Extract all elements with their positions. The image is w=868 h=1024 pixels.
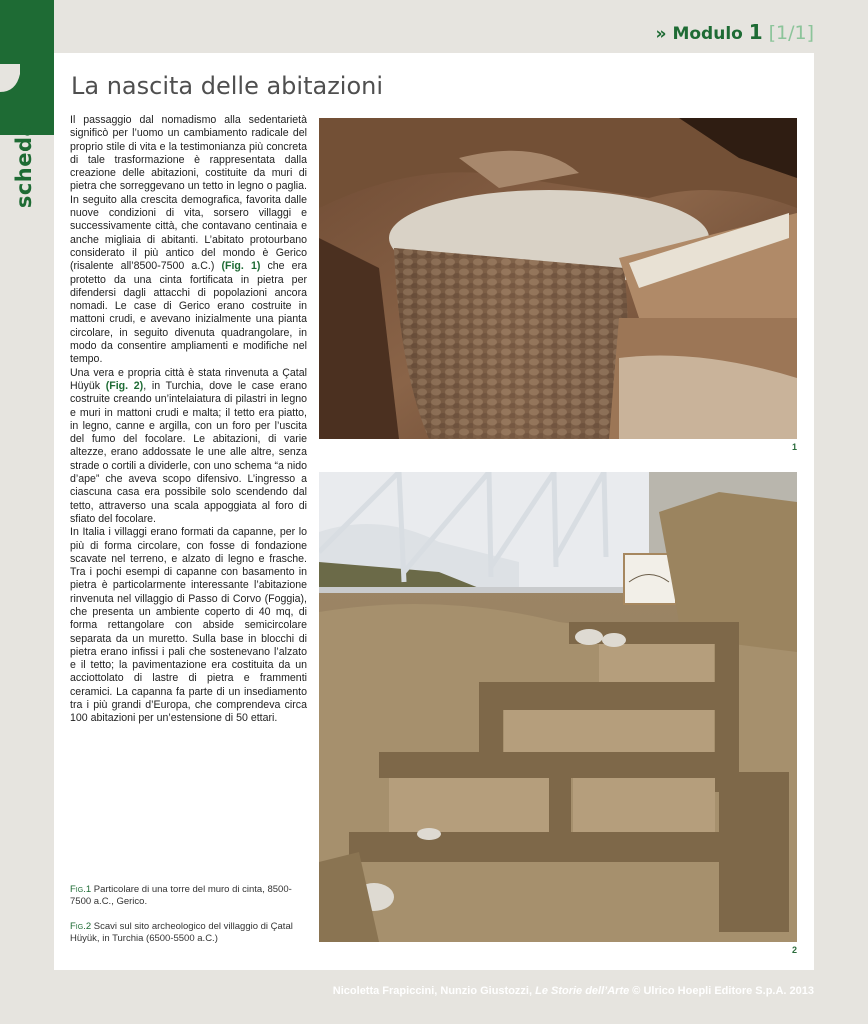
module-indicator <box>656 20 814 44</box>
fig-1-reference[interactable]: (Fig. 1) <box>221 260 261 273</box>
paragraph-2: Una vera e propria città è stata rinvenuta a Çatal Hüyük (Fig. 2), in Turchia, dove le case erano costruite creando un’intelaiatura di pilastri in legno e muri in mattoni crudi e malta; il tetto era piatto, in legno, canne e argilla, con un foro per l’uscita del fumo del focolare. Le abitazioni, di varie altezze, erano addossate le une alle altre, senza strade o cortili a dividerle, con uno schema “a nido d’ape” che aveva scopo difensivo. L’ingresso a ciascuna casa era possibile solo scendendo dal tetto, attraverso una scala appoggiata al foro di sfiato del focolare. <box>70 366 307 525</box>
article-body <box>70 114 307 726</box>
paragraph-1: Il passaggio dal nomadismo alla sedentarietà significò per l’uomo un cambiamento radicale del proprio stile di vita e la testimonianza più concreta di tale trasformazione è rappresentata dalla creazione delle abitazioni, costituite da muri di pietra che sorreggevano un tetto in legno o paglia. In seguito alla crescita demografica, favorita dalle nuove condizioni di vita, sorsero villaggi e successivamente città, che contavano centinaia e anche migliaia di abitanti. L’abitato protourbano considerato il più antico del mondo è Gerico (risalente all’8500-7500 a.C.) (Fig. 1) che era protetto da una cinta fortificata in pietra per difendersi dagli attacchi di popolazioni ancora nomadi. Le case di Gerico erano costruite in mattoni crudi, e avevano inizialmente una pianta circolare, in seguito divenuta quadrangolare, in modo da consentire ampliamenti e modifiche nel tempo. <box>70 114 307 366</box>
module-prefix: » <box>655 24 667 44</box>
paragraph-3: In Italia i villaggi erano formati da capanne, per lo più di forma circolare, con fosse di fondazione scavate nel terreno, e alzato di legno e frasche. Tra i pochi esempi di capanne con basamento in pietra è particolarmente interessante l’abitazione rinvenuta nel villaggio di Passo di Corvo (Foggia), che presenta un ambiente coperto di 40 mq, di forma rettangolare con abside semicircolare separata da un muretto. Sulla base in blocchi di pietra erano infissi i pali che sostenevano l’alzato e il tetto; la pavimentazione era costituita da un acciottolato di lastre di pietra e frammenti ceramici. La capanna fa parte di un insediamento tra i più grandi d’Europa, che comprendeva circa 100 abitazioni per un’estensione di 50 ettari. <box>70 526 307 725</box>
caption-fig-2: Fig.2 Scavi sul sito archeologico del villaggio di Çatal Hüyük, in Turchia (6500-5500 a.C.) <box>70 921 293 944</box>
fig-1-number: 1 <box>792 442 798 452</box>
footer-credits: Nicoletta Frapiccini, Nunzio Giustozzi, Le Storie dell’Arte © Ulrico Hoepli Editore S.p.A. 2013 <box>332 985 814 997</box>
caption-fig-1: Fig.1 Particolare di una torre del muro di cinta, 8500-7500 a.C., Gerico. <box>70 884 292 907</box>
module-label: Modulo <box>672 24 743 44</box>
photo-jericho-tower <box>319 118 797 439</box>
photo-catal-huyuk-excavation <box>319 472 797 942</box>
fig-2-reference[interactable]: (Fig. 2) <box>105 379 144 392</box>
fig-2-number: 2 <box>792 945 798 955</box>
page-title: La nascita delle abitazioni <box>71 72 384 100</box>
scheda-label: scheda <box>12 121 36 209</box>
module-pages: [1/1] <box>768 22 814 44</box>
module-number: 1 <box>748 20 763 44</box>
scheda-tab-shape <box>0 0 54 135</box>
